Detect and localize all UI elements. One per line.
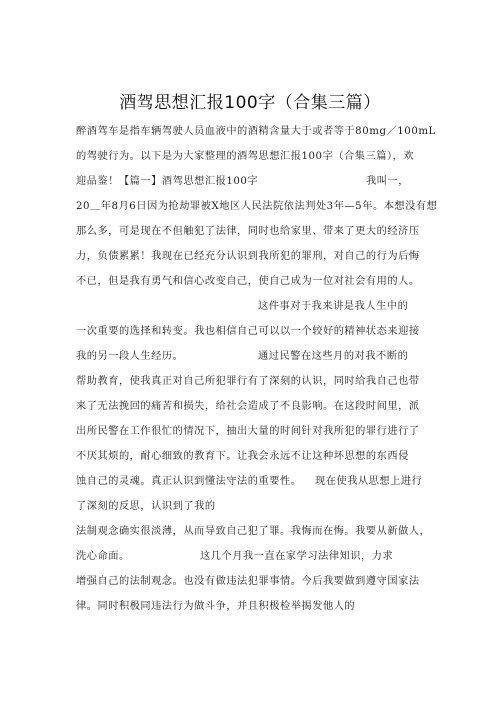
body-line: 20＿年8月6日因为抢劫罪被X地区人民法院依法判处3年—5年。本想没有想 — [76, 201, 438, 212]
body-line: 不厌其烦的，耐心细致的教育下。让我会永远不让这种坏思想的东西侵 — [76, 451, 409, 462]
body-line: 我叫一， — [366, 176, 409, 187]
body-line: 洗心命面。 — [76, 551, 130, 562]
body-line: 通过民警在这些月的对我不断的 — [258, 351, 409, 362]
body-line: 这件事对于我来讲是我人生中的 — [258, 301, 409, 312]
body-line: 醉酒驾车是指车辆驾驶人员血液中的酒精含量大于或者等于80mg／100mL — [76, 126, 436, 137]
body-line: 现在使我从思想上进行 — [315, 476, 423, 487]
body-line: 律。同时积极同违法行为做斗争，并且积极检举揭发他人的 — [76, 601, 356, 612]
body-line: 帮助教育，使我真正对自己所犯罪行有了深刻的认识，同时给我自己也带 — [76, 376, 420, 387]
body-line: 来了无法挽回的痛苦和损失，给社会造成了不良影响。在这段时间里，派 — [76, 401, 420, 412]
body-line: 一次重要的选择和转变。我也相信自己可以以一个较好的精神状态来迎接 — [76, 326, 420, 337]
body-line: 了深刻的反思，认识到了我的 — [76, 501, 216, 512]
body-line: 迎品鉴！【篇一】酒驾思想汇报100字 — [76, 176, 259, 187]
document-title: 酒驾思想汇报100字（合集三篇） — [119, 93, 381, 113]
body-line: 法制观念确实很淡薄，从而导致自己犯了罪。我悔而在悔。我要从新做人， — [76, 526, 431, 537]
body-line: 增强自己的法制观念。也没有做违法犯罪事情。今后我要做到遵守国家法 — [76, 576, 420, 587]
body-line: 出所民警在工作很忙的情况下，抽出大量的时间针对我所犯的罪行进行了 — [76, 426, 420, 437]
body-line: 那么多，可是现在不但触犯了法律，同时也给家里、带来了更大的经济压 — [76, 226, 420, 237]
body-line: 的驾驶行为。以下是为大家整理的酒驾思想汇报100字（合集三篇），欢 — [76, 151, 415, 162]
body-line: 蚀自己的灵魂。真正认识到懂法守法的重要性。 — [76, 476, 302, 487]
body-line: 不已，但是我有勇气和信心改变自己，使自己成为一位对社会有用的人。 — [76, 276, 420, 287]
body-line: 这几个月我一直在家学习法律知识，力求 — [200, 551, 394, 562]
body-line: 我的另一段人生经历。 — [76, 351, 184, 362]
body-line: 力，负债累累！我现在已经充分认识到我所犯的罪刑，对自己的行为后悔 — [76, 251, 420, 262]
